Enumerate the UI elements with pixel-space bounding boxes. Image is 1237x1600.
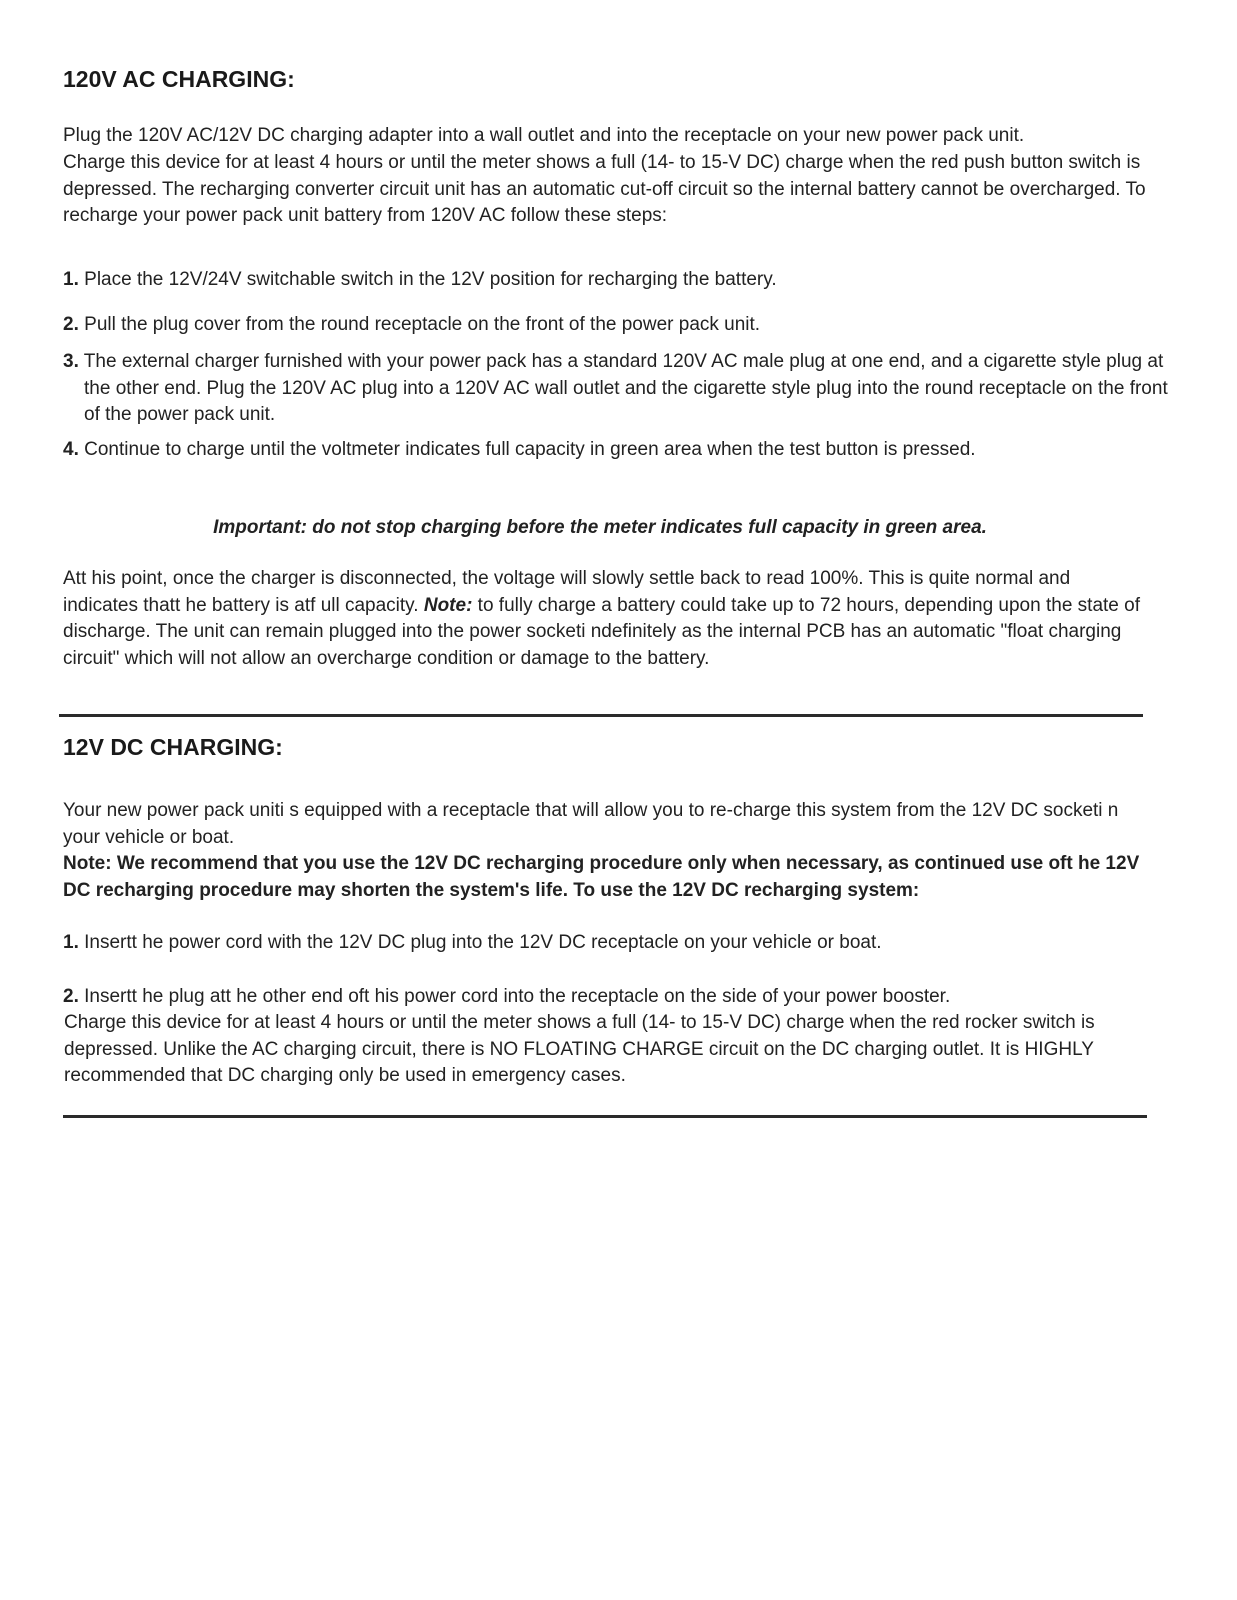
ac-after-paragraph: [63, 566, 1143, 672]
step-text: Insertt he power cord with the 12V DC plug into the 12V DC receptacle on your vehicle or boat.: [84, 932, 882, 953]
step-number: 4.: [63, 439, 79, 460]
step-text: Pull the plug cover from the round receptacle on the front of the power pack unit.: [84, 314, 761, 335]
section-divider: [59, 714, 1143, 717]
dc-charging-heading: 12V DC CHARGING:: [63, 734, 283, 760]
ac-charging-heading: 120V AC CHARGING:: [63, 66, 295, 92]
ac-after-text-1: Att his point, once the charger is disconnected, the voltage will slowly settle back to read 100%. This is quite normal and indicates thatt he battery is atf ull capacity.: [63, 568, 1071, 616]
dc-step-1: [63, 930, 1163, 957]
step-text: The external charger furnished with your power pack has a standard 120V AC male plug at one end, and a cigarette style plug at the other end. Plug the 120V AC plug into a 120V AC wall outlet and the cigarette style plug into the round receptacle on the front of the power pack unit.: [83, 351, 1168, 425]
note-label: Note:: [423, 594, 473, 616]
ac-step-3: [63, 349, 1184, 429]
important-note: Important: do not stop charging before the meter indicates full capacity in green area.: [213, 517, 987, 538]
bottom-divider: [63, 1115, 1147, 1118]
dc-note-paragraph: Note: We recommend that you use the 12V DC recharging procedure only when necessary, as continued use oft he 12V DC recharging procedure may shorten the system's life. To use the 12V DC recharging system:: [63, 853, 1140, 901]
ac-intro-line1: Plug the 120V AC/12V DC charging adapter into a wall outlet and into the receptacle on your new power pack unit.: [63, 125, 1025, 146]
step-number: 2.: [63, 314, 79, 335]
ac-intro-paragraph: Charge this device for at least 4 hours or until the meter shows a full (14- to 15-V DC) charge when the red push button switch is depressed. The recharging converter circuit unit has an automatic cut-off circuit so the internal battery cannot be overcharged. To recharge your power pack unit battery from 120V AC follow these steps:: [63, 152, 1146, 226]
step-text: Continue to charge until the voltmeter indicates full capacity in green area when the test button is pressed.: [84, 439, 976, 460]
step-number: 3.: [63, 351, 79, 372]
dc-step-2: [63, 984, 1163, 1011]
step-number: 1.: [63, 932, 79, 953]
dc-intro-paragraph: Your new power pack uniti s equipped with a receptacle that will allow you to re-charge this system from the 12V DC socketi n your vehicle or boat.: [63, 800, 1119, 848]
ac-step-4: [63, 437, 1194, 464]
ac-step-1: [63, 267, 1194, 294]
dc-closing-paragraph: Charge this device for at least 4 hours or until the meter shows a full (14- to 15-V DC) charge when the red rocker switch is depressed. Unlike the AC charging circuit, there is NO FLOATING CHARGE circuit on the DC charging outlet. It is HIGHLY recommended that DC charging only be used in emergency cases.: [64, 1012, 1095, 1086]
step-number: 2.: [63, 986, 79, 1007]
step-number: 1.: [63, 269, 79, 290]
step-text: Insertt he plug att he other end oft his power cord into the receptacle on the side of your power booster.: [84, 986, 951, 1007]
ac-step-2: [63, 312, 1194, 339]
ac-after-text-2: to fully charge a battery could take up to 72 hours, depending upon the state of discharge. The unit can remain plugged into the power socketi ndefinitely as the internal PCB has an automatic "float charging circuit" which will not allow an overcharge condition or damage to the battery.: [63, 594, 1140, 669]
step-text: Place the 12V/24V switchable switch in the 12V position for recharging the battery.: [84, 269, 777, 290]
